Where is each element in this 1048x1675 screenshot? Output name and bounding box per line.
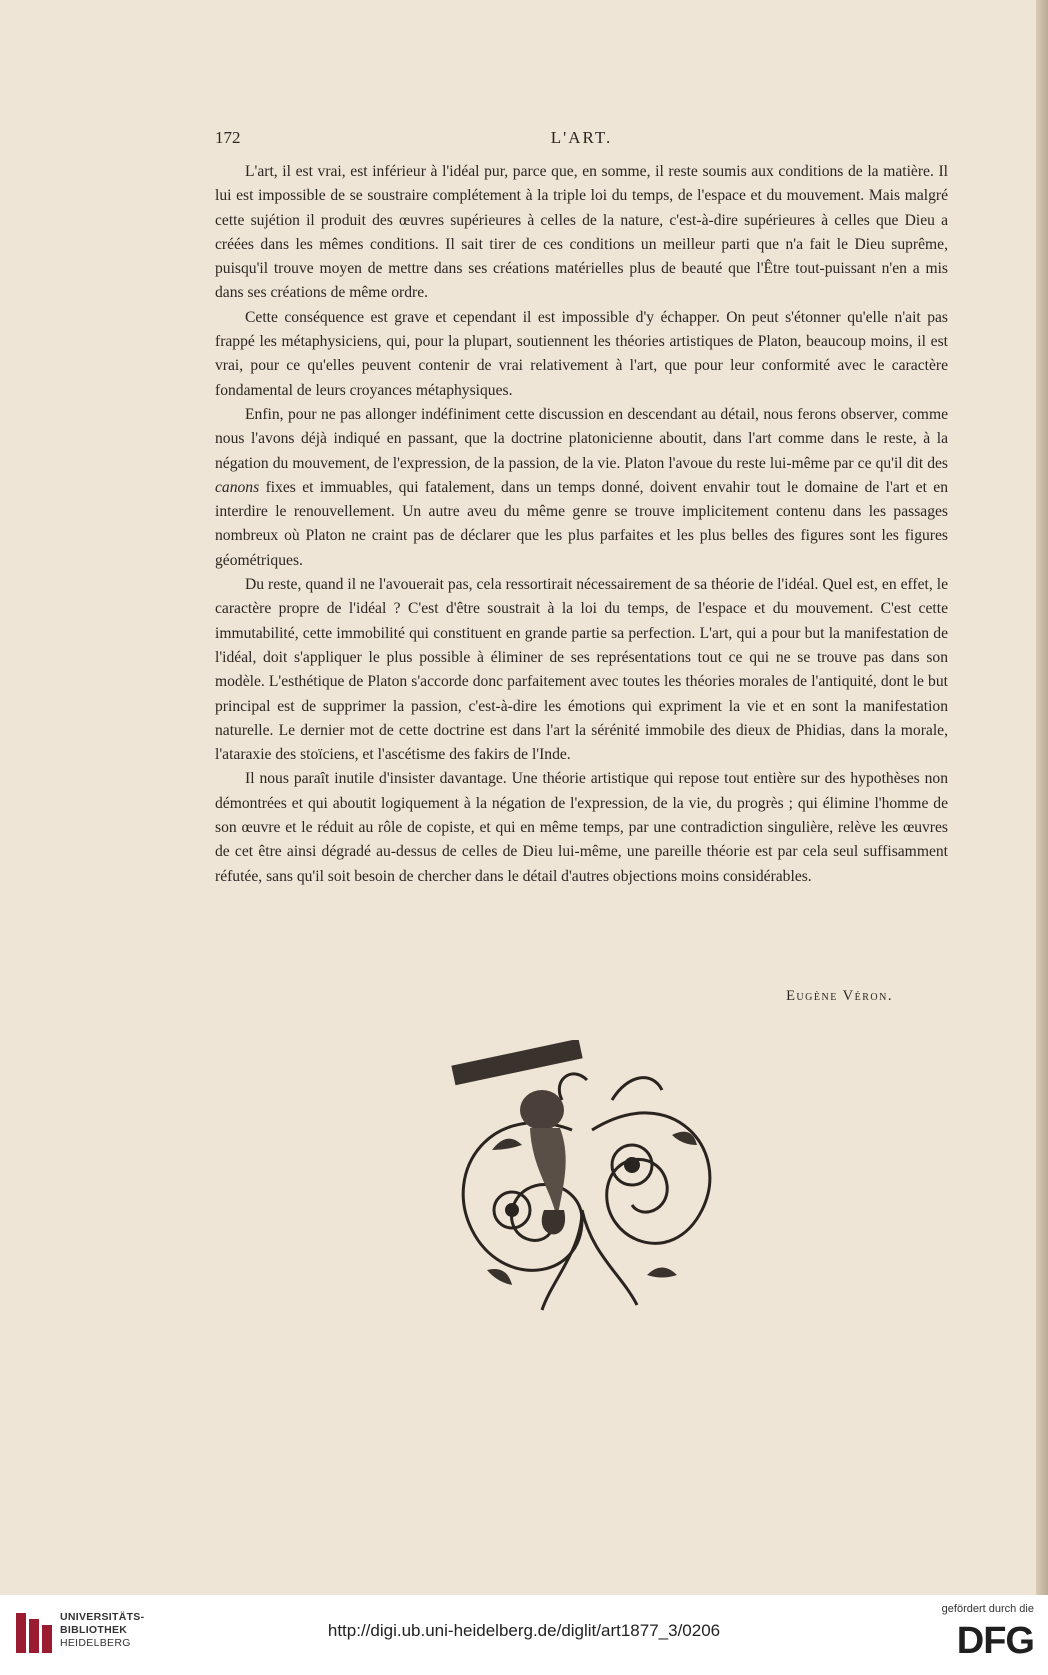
running-head: L'ART.: [550, 128, 613, 147]
page-edge: [1036, 0, 1048, 1595]
page-header: [215, 128, 948, 152]
library-name-line2: BIBLIOTHEK: [60, 1624, 128, 1636]
funding-caption: gefördert durch die: [941, 1603, 1034, 1615]
ornamental-vignette: [432, 1040, 732, 1320]
author-signature: Eugène Véron.: [786, 988, 893, 1004]
paragraph-1: L'art, il est vrai, est inférieur à l'idéal pur, parce que, en somme, il reste soumis aux conditions de la matière. Il lui est impossible de se soustraire complétement à la triple loi du temps, de l'espace et du mouvement. Mais malgré cette sujétion il produit des œuvres supérieures à celles de la nature, c'est-à-dire supérieures à celles que Dieu a créées dans les mêmes conditions. Il sait tirer de ces conditions un meilleur parti que n'a fait le Dieu suprême, puisqu'il trouve moyen de mettre dans ses créations matérielles plus de beauté que l'Être tout-puissant n'en a mis dans ses créations de même ordre.: [215, 163, 948, 302]
document-url[interactable]: http://digi.ub.uni-heidelberg.de/diglit/art1877_3/0206: [327, 1621, 721, 1640]
paragraph-2: Cette conséquence est grave et cependant il est impossible d'y échapper. On peut s'étonner qu'elle n'ait pas frappé les métaphysiciens, qui, pour la plupart, soutiennent les théories artistiques de Platon, beaucoup moins, il est vrai, pour ce qu'elles peuvent contenir de vrai relativement à l'art, que pour leur conformité avec le caractère fondamental de leurs croyances métaphysiques.: [215, 308, 948, 399]
library-name-line1: UNIVERSITÄTS-: [60, 1611, 145, 1623]
paragraph-5: Il nous paraît inutile d'insister davantage. Une théorie artistique qui repose tout entière sur des hypothèses non démontrées et qui aboutit logiquement à la négation de l'expression, de la vie, du progrès ; qui élimine l'homme de son œuvre et le réduit au rôle de copiste, et qui en même temps, par une contradiction singulière, relève les œuvres de cet être ainsi dégradé au-dessus de celles de Dieu lui-même, une pareille théorie est par cela seul suffisamment réfutée, sans qu'il soit besoin de chercher dans le détail d'autres objections moins considérables.: [215, 770, 948, 885]
dfg-logo: DFG: [956, 1620, 1034, 1662]
paragraph-3: Enfin, pour ne pas allonger indéfiniment cette discussion en descendant au détail, nous ferons observer, comme nous l'avons déjà indiqué en passant, que la doctrine platonicienne aboutit, dans l'art comme dans le reste, à la négation du mouvement, de l'expression, de la passion, de la vie. Platon l'avoue du reste lui-même par ce qu'il dit des canons fixes et immuables, qui fatalement, dans un temps donné, doivent envahir tout le domaine de l'art et en interdire le renouvellement. Un autre aveu du même genre se trouve implicitement contenu dans les passages nombreux où Platon ne craint pas de déclarer que les plus parfaites et les plus belles des figures sont les figures géométriques.: [215, 405, 948, 569]
viewer-footer: [0, 1595, 1048, 1675]
italic-term: canons: [215, 478, 260, 496]
library-name-line3: HEIDELBERG: [60, 1637, 131, 1649]
vignette-rosettes: [494, 1145, 652, 1228]
page-number: 172: [215, 128, 241, 147]
article-body: [215, 160, 948, 889]
paragraph-4: Du reste, quand il ne l'avouerait pas, cela ressortirait nécessairement de sa théorie de l'idéal. Quel est, en effet, le caractère propre de l'idéal ? C'est d'être soustrait à la loi du temps, de l'espace et du mouvement. C'est cette immutabilité, cette immobilité qui constituent en grande partie sa perfection. L'art, qui a pour but la manifestation de l'idéal, doit s'appliquer le plus possible à éliminer de ses représentations tout ce qui ne se trouve pas dans son modèle. L'esthétique de Platon s'accorde donc parfaitement avec toutes les théories morales de l'antiquité, dont le but principal est de supprimer la passion, c'est-à-dire les émotions qui expriment la vie et en sont la manifestation naturelle. Le dernier mot de cette doctrine est dans l'art la sérénité immobile des dieux de Phidias, dans la morale, l'ataraxie des stoïciens, et l'ascétisme des fakirs de l'Inde.: [215, 576, 948, 764]
